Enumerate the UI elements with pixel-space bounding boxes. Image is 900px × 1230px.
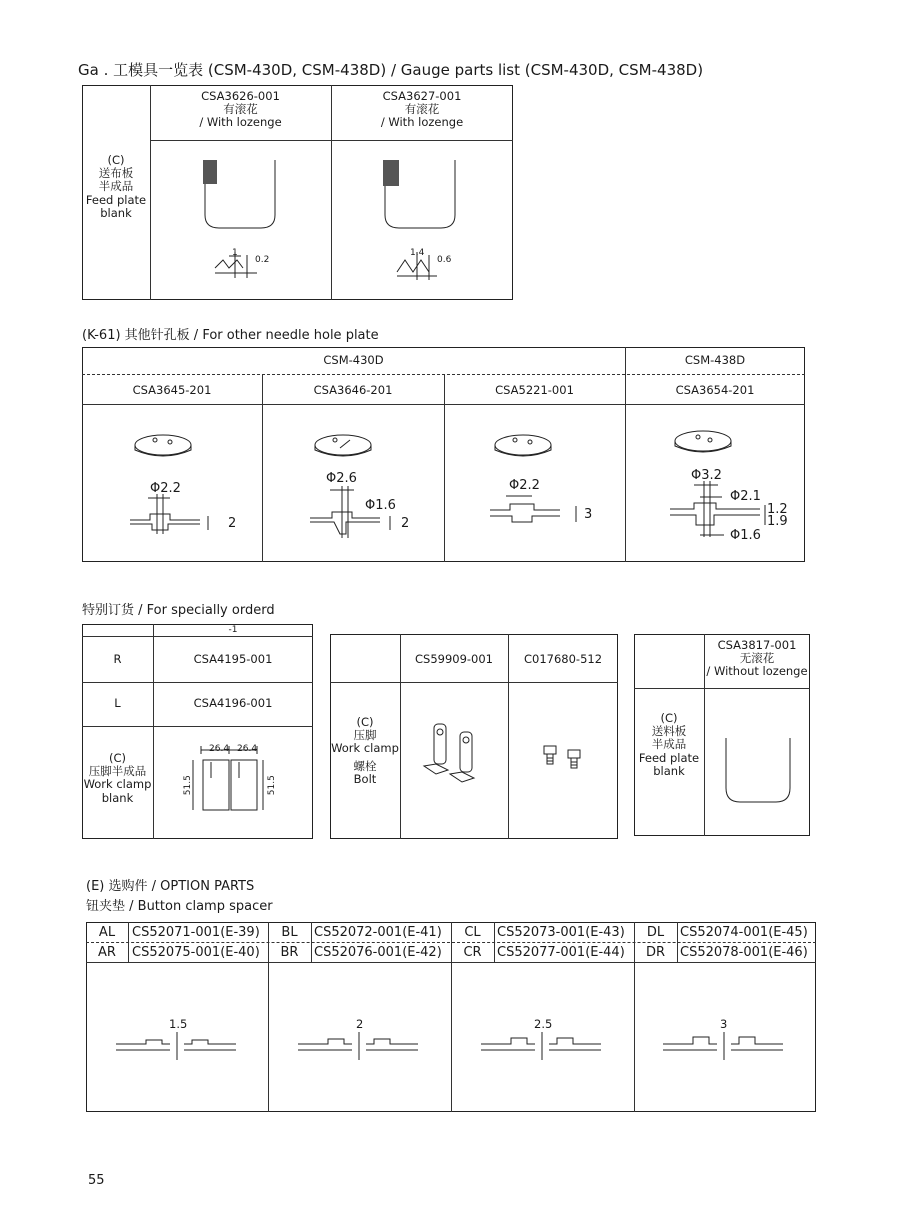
feed-plate-2-dim-a: 1.4 [410, 248, 425, 258]
spacer-code-br: BR [280, 945, 299, 960]
gauge-parts-title: Ga . 工模具一览表 (CSM-430D, CSM-438D) / Gauge parts list (CSM-430D, CSM-438D) [78, 61, 704, 79]
needle-plate-4-dim-dia2: Φ2.1 [730, 489, 761, 504]
spacer-code-cl: CL [464, 925, 481, 940]
spacer-code-dl: DL [646, 925, 665, 940]
spacer-drawing-3 [481, 1030, 606, 1062]
option-parts-title: (E) 选购件 / OPTION PARTS [86, 879, 255, 894]
spacer-code-cr: CR [463, 945, 482, 960]
plate-blank-drawing [722, 738, 802, 808]
spacer-part-al: CS52071-001(E-39) [132, 925, 260, 940]
needle-plate-3-dim-dia: Φ2.2 [509, 478, 540, 493]
feed-plate-2-dim-b: 0.6 [437, 255, 452, 265]
spacer-code-ar: AR [98, 945, 116, 960]
blank-dim-h2: 51.5 [266, 775, 277, 796]
spacer-part-cr: CS52077-001(E-44) [497, 945, 625, 960]
needle-plate-2-dim-h: 2 [401, 516, 410, 531]
clamp-bolt-label: (C) 压脚 Work clamp 螺栓 Bolt [331, 715, 399, 786]
spacer-part-bl: CS52072-001(E-41) [314, 925, 442, 940]
clamp-part-number: CS59909-001 [414, 652, 493, 666]
work-clamp-blank-drawing [175, 742, 305, 832]
bolt-drawing [538, 740, 598, 780]
spacer-part-br: CS52076-001(E-42) [314, 945, 442, 960]
special-col-header: -1 [228, 625, 238, 635]
plate-row-label: (C) 送料板 半成品 Feed plate blank [638, 711, 700, 778]
spacer-thickness-2: 2 [356, 1017, 364, 1031]
spacer-drawing-4 [663, 1030, 788, 1062]
spacer-code-dr: DR [645, 945, 666, 960]
spacer-part-dr: CS52078-001(E-46) [680, 945, 808, 960]
needle-plate-drawing-1 [130, 430, 240, 540]
spacer-code-bl: BL [281, 925, 298, 940]
work-clamp-blank-label: (C) 压脚半成品 Work clamp blank [83, 751, 152, 805]
needle-plate-4-dim-h1: 1.2 [767, 502, 788, 517]
page-number: 55 [88, 1173, 105, 1188]
feed-plate-drawing-1 [195, 160, 285, 290]
needle-plate-4-dim-dia3: Φ1.6 [730, 528, 761, 543]
needle-plate-part-4: CSA3654-201 [675, 383, 755, 397]
needle-plate-4-dim-h2: 1.9 [767, 514, 788, 529]
blank-dim-h1: 51.5 [182, 775, 193, 796]
feed-plate-1-dim-b: 0.2 [255, 255, 270, 265]
blank-dim-w2: 26.4 [237, 744, 258, 754]
spacer-drawing-2 [298, 1030, 423, 1062]
feed-plate-1-dim-a: 1 [232, 248, 238, 258]
needle-plate-part-1: CSA3645-201 [132, 383, 212, 397]
plate-header: CSA3817-001 无滚花 / Without lozenge [706, 638, 808, 679]
spacer-thickness-1: 1.5 [169, 1017, 188, 1031]
spacer-code-al: AL [98, 925, 116, 940]
part-number-r: CSA4195-001 [193, 652, 273, 666]
work-clamp-drawing [418, 718, 498, 798]
needle-plate-drawing-3 [490, 430, 600, 540]
spacer-part-ar: CS52075-001(E-40) [132, 945, 260, 960]
side-label-l: L [114, 696, 121, 710]
special-order-title: 特别订货 / For specially orderd [82, 603, 275, 618]
spacer-thickness-4: 3 [720, 1017, 728, 1031]
side-label-r: R [113, 652, 122, 666]
group-csm-438d: CSM-438D [684, 353, 746, 367]
option-parts-subtitle: 钮夹垫 / Button clamp spacer [86, 899, 273, 914]
needle-hole-plate-title: (K-61) 其他针孔板 / For other needle hole plate [82, 328, 379, 343]
needle-plate-part-3: CSA5221-001 [495, 383, 574, 397]
spacer-thickness-3: 2.5 [534, 1017, 553, 1031]
blank-dim-w1: 26.4 [209, 744, 230, 754]
needle-plate-part-2: CSA3646-201 [313, 383, 393, 397]
needle-plate-3-dim-h: 3 [584, 507, 593, 522]
needle-plate-2-dim-dia2: Φ1.6 [365, 498, 396, 513]
gauge-col-header-2: CSA3627-001 有滚花 / With lozenge [380, 89, 464, 130]
needle-plate-1-dim-dia: Φ2.2 [150, 481, 181, 496]
group-csm-430d: CSM-430D [323, 353, 384, 367]
needle-plate-2-dim-dia: Φ2.6 [326, 471, 357, 486]
bolt-part-number: C017680-512 [523, 652, 603, 666]
gauge-col-header-1: CSA3626-001 有滚花 / With lozenge [199, 89, 282, 130]
spacer-part-dl: CS52074-001(E-45) [680, 925, 808, 940]
part-number-l: CSA4196-001 [193, 696, 273, 710]
needle-plate-1-dim-h: 2 [228, 516, 237, 531]
needle-plate-4-dim-dia: Φ3.2 [691, 468, 722, 483]
feed-plate-row-label: (C) 送布板 半成品 Feed plate blank [85, 153, 147, 220]
spacer-part-cl: CS52073-001(E-43) [497, 925, 625, 940]
spacer-drawing-1 [116, 1030, 241, 1062]
feed-plate-drawing-2 [375, 160, 465, 290]
